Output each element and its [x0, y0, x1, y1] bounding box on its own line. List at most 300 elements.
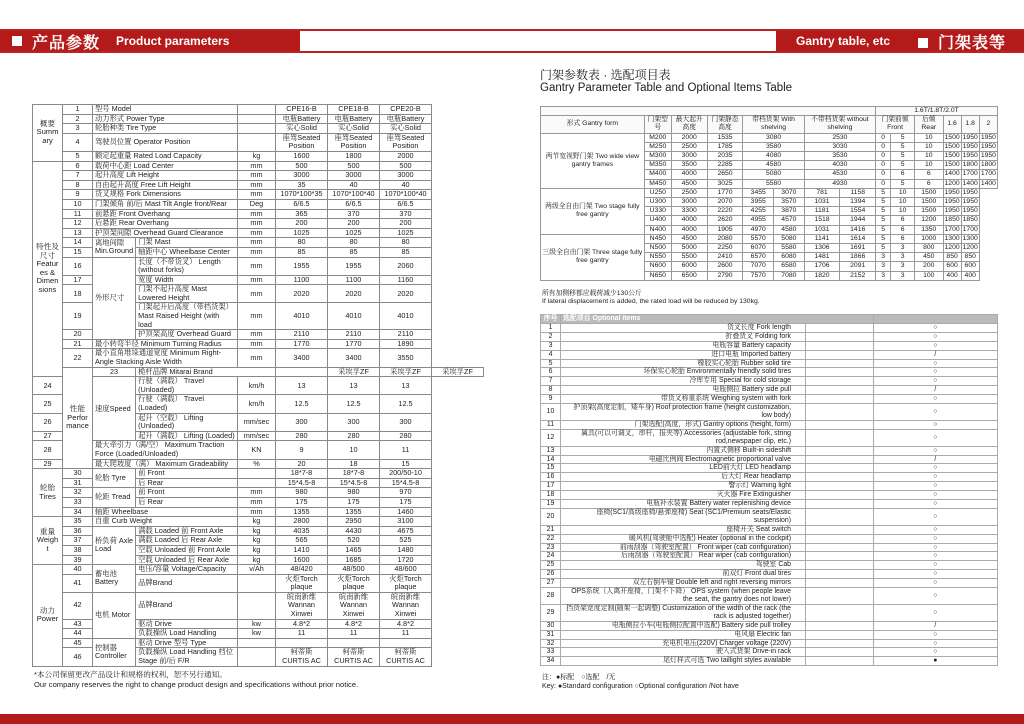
row-number: 16	[63, 257, 93, 275]
table-row	[541, 386, 998, 395]
value-cell: 4000	[671, 216, 707, 225]
value-cell: 1950	[944, 198, 960, 206]
unit-cell: mm/sec	[238, 431, 276, 441]
header-left-en: Product parameters	[116, 34, 230, 48]
value-cell: 电瓶Battery	[276, 114, 328, 124]
value-cell: 12.5	[328, 395, 380, 413]
load-class-header: 1.6T/1.8T/2.0T	[876, 107, 998, 116]
value-cell: 850	[961, 253, 979, 262]
value-cell: 座驾Seated Position	[328, 133, 380, 151]
value-cell: 1554	[840, 207, 876, 216]
column-header: 门架型号	[644, 116, 671, 133]
unit-cell: mm	[238, 285, 276, 303]
value-cell: 1500	[944, 133, 960, 141]
value-cell: 2000	[671, 133, 707, 142]
value-cell: 4080	[743, 152, 804, 161]
value-cell: 10	[915, 161, 944, 170]
option-name: 带货叉称重系统 Weighing system with fork	[561, 395, 806, 404]
table-row	[33, 565, 484, 575]
value-cell: 10	[891, 188, 915, 197]
header-left-cn: 产品参数	[32, 34, 101, 52]
parameter-name: 轴距中心 Wheelbase Center	[136, 247, 238, 257]
table-row	[541, 234, 998, 243]
value-cell: 柯蒂斯CURTIS AC	[328, 648, 380, 666]
value-cell: 280	[276, 431, 328, 441]
table-row	[33, 592, 484, 619]
blank-cell	[806, 525, 874, 534]
value-cell: 4930	[804, 179, 875, 188]
sub-group-label: 外形尺寸	[93, 257, 136, 339]
gantry-title-en: Gantry Parameter Table and Optional Items Table	[540, 82, 793, 94]
blank-cell	[806, 588, 874, 605]
value-cell: 1141	[804, 234, 840, 243]
value-cell: 1614	[840, 234, 876, 243]
blank-cell	[806, 534, 874, 543]
value-cell: 4580	[743, 161, 804, 170]
value-cell: N500	[644, 244, 671, 253]
table-row	[541, 395, 998, 404]
sub-group-label: 蓄电池 Battery	[93, 565, 136, 593]
row-number: 8	[541, 386, 561, 395]
value-cell: 3400	[276, 349, 328, 367]
value-cell: 4955	[743, 216, 774, 225]
option-name: 电瓶容量 Battery capacity	[561, 341, 806, 350]
value-cell: 15*4.5-8	[276, 478, 328, 488]
table-row	[541, 404, 998, 421]
value-cell: 3	[876, 271, 891, 280]
unit-cell: km/h	[238, 377, 276, 395]
unit-cell: mm	[238, 497, 276, 507]
value-cell: 1410	[276, 545, 328, 555]
row-number: 15	[541, 464, 561, 473]
value-cell: 1700	[962, 225, 978, 233]
header-bar	[0, 29, 1024, 53]
value-cell: 175	[328, 497, 380, 507]
value-cell: 1306	[804, 244, 840, 253]
value-cell: 1070*100*40	[328, 190, 380, 200]
footer-bar	[0, 714, 1024, 724]
option-name: 尾灯样式可选 Two taillight styles available	[561, 657, 806, 666]
value-cell: 5580	[743, 179, 804, 188]
value-cell: 3400	[328, 349, 380, 367]
value-cell: 300	[328, 413, 380, 431]
option-name: 属具(可以可调叉，串杆，报夹等) Accessories (adjustable fork, string rod,newspaper clip, etc.)	[561, 429, 806, 446]
row-number: 12	[63, 219, 93, 229]
table-row	[541, 455, 998, 464]
row-number: 19	[541, 500, 561, 509]
value-cell: 1025	[380, 228, 432, 238]
row-number: 17	[541, 482, 561, 491]
row-number: 5	[63, 151, 93, 161]
value-cell: 450	[915, 253, 944, 262]
sub-group-label: 轮距 Tread	[93, 488, 136, 507]
table-row	[541, 570, 998, 579]
unit-cell: kg	[238, 545, 276, 555]
row-number: 1	[541, 323, 561, 332]
value-cell: 300	[380, 413, 432, 431]
value-cell: 7080	[774, 271, 805, 280]
row-number: 42	[63, 592, 93, 619]
value-cell: 6	[891, 216, 915, 225]
value-cell: 15*4.5-8	[380, 478, 432, 488]
value-cell: 1944	[840, 216, 876, 225]
unit-cell: mm/sec	[238, 413, 276, 431]
column-header: 1.8	[961, 116, 979, 133]
value-cell: 5	[891, 161, 915, 170]
column-header: 带档货架 With shelving	[743, 116, 804, 133]
parameter-name: 门架 Mast	[136, 238, 238, 248]
row-number: 2	[541, 332, 561, 341]
value-cell: 1720	[380, 555, 432, 565]
value-cell: 电瓶Battery	[328, 114, 380, 124]
value-cell: 1400	[944, 170, 960, 178]
value-cell: 300	[276, 413, 328, 431]
option-name: 进口电瓶 Imported battery	[561, 350, 806, 359]
parameter-name: 最大爬坡度（满） Maximum Gradeability	[93, 459, 238, 469]
value-cell: 2500	[671, 188, 707, 197]
row-number: 7	[63, 171, 93, 181]
value-cell: N600	[644, 262, 671, 271]
config-mark: ○	[873, 525, 997, 534]
gantry-parameter-table	[540, 106, 998, 281]
value-cell: 2410	[707, 253, 743, 262]
value-cell: 1500	[915, 198, 944, 207]
value-cell: 5	[876, 244, 891, 253]
value-cell: 6/6.5	[276, 199, 328, 209]
sub-group-label: 电机 Motor	[93, 592, 136, 638]
config-mark: ○	[873, 420, 997, 429]
value-cell: 1350	[915, 225, 944, 234]
value-cell: 1950	[962, 188, 978, 196]
row-number: 28	[33, 441, 63, 459]
value-cell: 柯蒂斯CURTIS AC	[276, 648, 328, 666]
blank-cell	[806, 500, 874, 509]
value-cell: 2250	[707, 244, 743, 253]
value-cell: 781	[804, 188, 840, 197]
value-cell: 400	[961, 271, 979, 280]
config-mark: ○	[873, 332, 997, 341]
value-cell: 0	[876, 133, 891, 142]
unit-cell	[238, 133, 276, 151]
value-cell: 10	[915, 152, 944, 161]
row-number: 43	[63, 619, 93, 629]
value-cell: 200/50-10	[380, 469, 432, 479]
value-cell: 15*4.5-8	[328, 478, 380, 488]
value-cell: 3030	[804, 142, 875, 151]
option-name: 灭火器 Fire Extinguisher	[561, 491, 806, 500]
value-cell: 火炬Torch plaque	[380, 574, 432, 592]
value-cell: 1025	[276, 228, 328, 238]
value-cell: 7570	[743, 271, 774, 280]
value-cell: 2620	[707, 216, 743, 225]
value-cell: 1158	[840, 188, 876, 197]
value-cell: 1890	[380, 339, 432, 349]
value-cell: 175	[380, 497, 432, 507]
value-cell: 11	[276, 629, 328, 639]
value-cell: 85	[328, 247, 380, 257]
value-cell: CPE18-B	[328, 105, 380, 115]
options-key	[542, 673, 739, 691]
gantry-title-cn: 门架参数表 · 选配项目表	[540, 68, 671, 82]
value-cell: 5500	[671, 253, 707, 262]
config-mark: ○	[873, 429, 997, 446]
table-row	[541, 621, 998, 630]
value-cell: 1691	[840, 244, 876, 253]
value-cell: 6	[915, 179, 944, 188]
note-cn: *本公司保留更改产品设计和规格的权利，恕不另行通知。	[34, 670, 227, 679]
value-cell: 2091	[840, 262, 876, 271]
unit-cell	[238, 592, 276, 619]
blank-cell	[806, 395, 874, 404]
value-cell: 5	[891, 133, 915, 142]
row-number: 41	[63, 574, 93, 592]
value-cell: 5	[876, 216, 891, 225]
config-mark: /	[873, 621, 997, 630]
row-number: 34	[63, 507, 93, 517]
config-mark: /	[873, 386, 997, 395]
value-cell: 1685	[328, 555, 380, 565]
value-cell: 200	[915, 262, 944, 271]
value-cell: 1181	[804, 207, 840, 216]
unit-cell	[238, 574, 276, 592]
value-cell: 5	[891, 152, 915, 161]
option-name: 电瓶侧拉 Battery side pull	[561, 386, 806, 395]
column-header: 序号	[541, 315, 561, 324]
option-name: 折叠货叉 Folding fork	[561, 332, 806, 341]
value-cell: 12.5	[276, 395, 328, 413]
parameter-name: 货叉规格 Fork Dimensions	[93, 190, 238, 200]
value-cell: 6	[891, 234, 915, 243]
value-cell: 500	[328, 161, 380, 171]
value-cell: 1535	[707, 133, 743, 142]
config-mark: ○	[873, 500, 997, 509]
value-cell: 0	[876, 142, 891, 151]
value-cell: M250	[644, 142, 671, 151]
parameter-name: 护顶架间隙 Overhead Guard Clearance	[93, 228, 238, 238]
row-number: 33	[63, 497, 93, 507]
value-cell: 5	[891, 142, 915, 151]
unit-cell: mm	[238, 228, 276, 238]
unit-cell: kg	[238, 526, 276, 536]
unit-cell: mm	[238, 339, 276, 349]
value-cell: M300	[644, 152, 671, 161]
value-cell: 6570	[743, 253, 774, 262]
unit-cell: mm	[238, 349, 276, 367]
square-icon	[12, 36, 22, 46]
option-name: 电磁比例阀 Electromagnetic proportional valve	[561, 455, 806, 464]
value-cell: 1905	[707, 225, 743, 234]
header-row	[541, 107, 998, 116]
parameter-name: 最大牵引力（满/空） Maximum Traction Force (Loaded/Unloaded)	[93, 441, 238, 459]
blank-cell	[806, 323, 874, 332]
value-cell: 6580	[774, 262, 805, 271]
value-cell: 5000	[671, 244, 707, 253]
value-cell: 4500	[671, 179, 707, 188]
value-cell: 3000	[276, 171, 328, 181]
value-cell: N400	[644, 225, 671, 234]
parameter-name: 满载 Loaded 前 Front Axle	[136, 526, 238, 536]
value-cell: 4035	[276, 526, 328, 536]
row-number: 9	[541, 395, 561, 404]
blank-cell	[806, 446, 874, 455]
option-name: OPS系统（人离开座椅，门架不下降） OPS system (when people leave the seat, the gantry does not lower)	[561, 588, 806, 605]
row-number: 37	[63, 536, 93, 546]
value-cell: 3000	[671, 198, 707, 207]
table-row	[33, 190, 484, 200]
config-mark: ○	[873, 323, 997, 332]
row-number: 20	[541, 508, 561, 525]
row-number: 46	[63, 648, 93, 666]
column-header: 后倾 Rear	[915, 116, 944, 133]
value-cell: 980	[276, 488, 328, 498]
table-row	[541, 579, 998, 588]
row-number: 19	[63, 303, 93, 330]
value-cell: 6/6.5	[380, 199, 432, 209]
option-name: 冷库专用 Special for cold storage	[561, 377, 806, 386]
unit-cell: mm	[238, 190, 276, 200]
value-cell: 5	[876, 234, 891, 243]
value-cell: 5	[891, 179, 915, 188]
value-cell: CPE20-B	[380, 105, 432, 115]
blank-cell	[806, 639, 874, 648]
value-cell: 1770	[276, 339, 328, 349]
value-cell: 4500	[671, 234, 707, 243]
value-cell: 火炬Torch plaque	[276, 574, 328, 592]
table-row	[541, 534, 998, 543]
value-cell: 3300	[671, 207, 707, 216]
value-cell: 1850	[944, 216, 960, 224]
value-cell: 3	[876, 262, 891, 271]
row-number: 22	[63, 349, 93, 367]
unit-cell: mm	[238, 247, 276, 257]
row-number: 7	[541, 377, 561, 386]
parameter-name: 轮胎种类 Tire Type	[93, 124, 238, 134]
row-number: 6	[541, 368, 561, 377]
blank-cell	[806, 377, 874, 386]
value-cell: 175	[276, 497, 328, 507]
value-cell: 80	[276, 238, 328, 248]
blank-cell	[541, 107, 876, 116]
value-cell: 1700	[944, 225, 960, 233]
value-cell: 4530	[804, 170, 875, 179]
unit-cell: mm	[238, 257, 276, 275]
unit-cell: %	[238, 459, 276, 469]
value-cell: 10	[915, 133, 944, 142]
value-cell: 1950	[980, 152, 996, 160]
row-number: 24	[33, 377, 63, 395]
option-name: 货叉长度 Fork length	[561, 323, 806, 332]
value-cell: 1955	[276, 257, 328, 275]
row-number: 35	[63, 517, 93, 527]
row-number: 10	[541, 404, 561, 421]
option-name: 内置式侧移 Built-in sideshift	[561, 446, 806, 455]
value-cell: 1950	[944, 188, 960, 196]
value-cell: 1400	[980, 179, 996, 187]
table-row	[541, 341, 998, 350]
row-number: 11	[541, 420, 561, 429]
unit-cell: km/h	[238, 395, 276, 413]
value-cell: U330	[644, 207, 671, 216]
value-cell: 4970	[743, 225, 774, 234]
table-row	[541, 525, 998, 534]
value-cell: 1500	[944, 142, 960, 150]
value-cell: 2080	[707, 234, 743, 243]
row-number: 36	[63, 526, 93, 536]
table-row	[541, 368, 998, 377]
blank-cell	[806, 429, 874, 446]
value-cell: 1950	[980, 133, 996, 141]
value-cell: N450	[644, 234, 671, 243]
value-cell: 4010	[276, 303, 328, 330]
value-cell: 6500	[671, 271, 707, 280]
row-number: 31	[63, 478, 93, 488]
row-number: 31	[541, 630, 561, 639]
value-cell: 400	[943, 271, 961, 280]
value-cell: 4580	[774, 225, 805, 234]
header-row	[541, 315, 998, 324]
value-cell: 15	[380, 459, 432, 469]
row-number: 18	[541, 491, 561, 500]
unit-cell	[238, 638, 276, 648]
gantry-note	[542, 290, 760, 306]
unit-cell	[238, 114, 276, 124]
value-cell: 3	[891, 253, 915, 262]
value-cell: 2020	[276, 285, 328, 303]
sub-group-label: 控制器 Controller	[93, 638, 136, 666]
value-cell: 2650	[707, 170, 743, 179]
config-mark: /	[873, 350, 997, 359]
row-number: 33	[541, 648, 561, 657]
option-name: 环保实心轮胎 Environmentally friendly solid tires	[561, 368, 806, 377]
value-cell: 3000	[380, 171, 432, 181]
value-cell: 10	[915, 142, 944, 151]
value-cell: 40	[328, 180, 380, 190]
value-cell: 2070	[707, 198, 743, 207]
table-row	[541, 543, 998, 552]
value-cell: 1070*100*35	[276, 190, 328, 200]
parameter-name: 行驶（满载） Travel (Loaded)	[136, 395, 238, 413]
value-cell: 1706	[804, 262, 840, 271]
value-cell: 2110	[328, 330, 380, 340]
value-cell: 11	[380, 441, 432, 459]
value-cell: 2950	[328, 517, 380, 527]
column-header: 不带档货架 without shelving	[804, 116, 875, 133]
table-row	[33, 151, 484, 161]
table-row	[33, 171, 484, 181]
value-cell: 6/6.5	[328, 199, 380, 209]
value-cell: 100	[915, 271, 944, 280]
value-cell: 1800	[328, 151, 380, 161]
column-header: 最大起升高度	[671, 116, 707, 133]
value-cell: 500	[276, 161, 328, 171]
unit-cell	[238, 124, 276, 134]
row-number: 10	[63, 199, 93, 209]
unit-cell	[276, 367, 328, 377]
value-cell: 1950	[962, 133, 978, 141]
value-cell: 1031	[804, 198, 840, 207]
row-number: 22	[541, 534, 561, 543]
blank-cell	[806, 359, 874, 368]
parameter-name: 驱动 Drive 型号 Type	[136, 638, 238, 648]
blank-cell	[806, 543, 874, 552]
column-header: 门架前倾 Front	[876, 116, 915, 133]
table-row	[541, 332, 998, 341]
gantry-note-en: If lateral displacement is added, the rated load will be reduced by 130kg.	[542, 298, 760, 305]
table-row	[33, 257, 484, 275]
value-cell: 13	[380, 377, 432, 395]
config-mark: ○	[873, 377, 997, 386]
parameter-name: 护顶架高度 Overhead Guard	[136, 330, 238, 340]
